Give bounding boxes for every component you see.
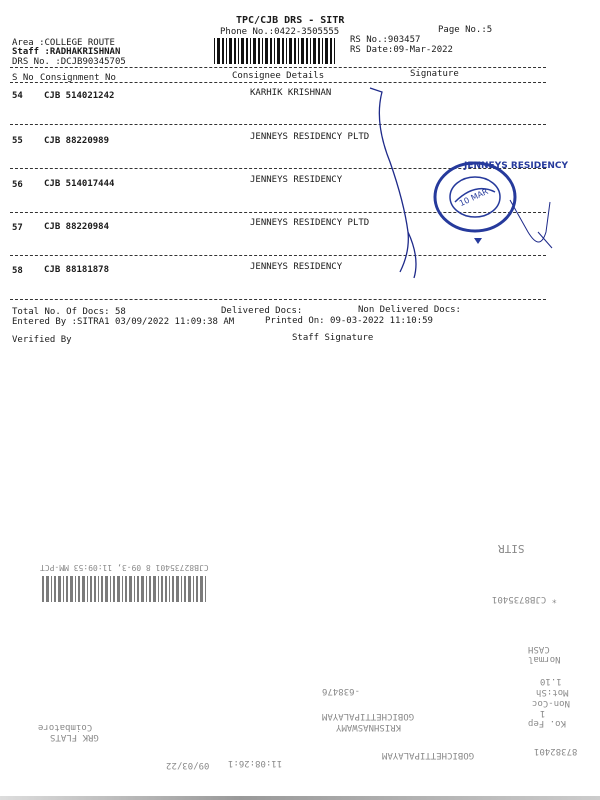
verified-by: Verified By xyxy=(12,335,72,345)
barcode-bar xyxy=(265,38,268,64)
non-delivered-docs: Non Delivered Docs: xyxy=(358,305,461,315)
barcode-bar xyxy=(226,38,227,64)
barcode-bar xyxy=(105,576,108,602)
rs-date: RS Date:09-Mar-2022 xyxy=(350,45,453,55)
barcode-bar xyxy=(134,576,135,602)
rs-number: RS No.:903457 xyxy=(350,35,421,45)
document-title: TPC/CJB DRS - SITR xyxy=(236,15,345,26)
stamp-text: JENNEYS RESIDENCY xyxy=(464,161,569,171)
bleed-barcode xyxy=(40,576,206,602)
barcode-bar xyxy=(286,38,287,64)
bleed-address: GOBICHETTIPALAYAM xyxy=(382,750,475,760)
row-consignee: JENNEYS RESIDENCY xyxy=(250,262,343,272)
bleed-side: Ko. Fep xyxy=(528,718,566,728)
barcode-bar xyxy=(78,576,80,602)
barcode-bar xyxy=(141,576,144,602)
bleed-sitr: SITR xyxy=(498,542,525,555)
barcode-bar xyxy=(193,576,194,602)
barcode-bar xyxy=(253,38,256,64)
row-consignment: CJB 88220984 xyxy=(44,222,110,232)
bleed-code: * CJB8735401 xyxy=(492,594,558,604)
barcode-bar xyxy=(158,576,159,602)
barcode-bar xyxy=(113,576,115,602)
bleed-from: Coimbatore xyxy=(38,722,93,732)
row-consignee: KARHIK KRISHNAN xyxy=(250,88,332,98)
barcode-bar xyxy=(313,38,316,64)
col-sno: S No xyxy=(12,73,34,83)
barcode-bar xyxy=(54,576,56,602)
barcode-bar xyxy=(196,576,198,602)
barcode-bar xyxy=(149,576,151,602)
barcode-bar xyxy=(42,576,44,602)
bleed-time: 11:08:26:1 xyxy=(228,758,283,768)
divider xyxy=(10,299,546,300)
row-sno: 56 xyxy=(12,180,23,190)
bleed-cash: CASH xyxy=(528,644,550,654)
barcode-bar xyxy=(277,38,280,64)
bleed-code: 87382401 xyxy=(534,746,578,756)
barcode-bar xyxy=(125,576,127,602)
barcode-bar xyxy=(241,38,244,64)
barcode-bar xyxy=(184,576,186,602)
bleed-side: 1.10 xyxy=(540,676,562,686)
barcode-bar xyxy=(200,576,203,602)
barcode-bar xyxy=(274,38,275,64)
delivered-docs: Delivered Docs: xyxy=(221,306,303,316)
barcode-bar xyxy=(301,38,304,64)
row-consignee: JENNEYS RESIDENCY xyxy=(250,175,343,185)
barcode-bar xyxy=(262,38,263,64)
barcode-bar xyxy=(238,38,239,64)
barcode-bar xyxy=(101,576,103,602)
barcode-bar xyxy=(63,576,64,602)
col-consignment: Consignment No xyxy=(40,73,116,83)
barcode-bar xyxy=(82,576,85,602)
barcode-bar xyxy=(246,38,248,64)
barcode-bar xyxy=(51,576,52,602)
barcode-bar xyxy=(310,38,311,64)
barcode-bar xyxy=(146,576,147,602)
barcode-bar xyxy=(229,38,232,64)
barcode-bar xyxy=(70,576,73,602)
bleed-address: KRISHNASWAMY xyxy=(336,722,402,732)
barcode-bar xyxy=(75,576,76,602)
barcode-bar xyxy=(165,576,168,602)
barcode-bar xyxy=(98,576,99,602)
barcode-bar xyxy=(110,576,111,602)
barcode-bar xyxy=(117,576,120,602)
bleed-side: Mot:Sh xyxy=(536,687,569,697)
col-consignee: Consignee Details xyxy=(232,71,325,81)
barcode-bar xyxy=(214,38,215,64)
barcode-bar xyxy=(306,38,308,64)
barcode-bar xyxy=(289,38,292,64)
row-sno: 55 xyxy=(12,136,23,146)
barcode-bar xyxy=(87,576,88,602)
bleed-address: GOBICHETTIPALAYAM xyxy=(322,711,415,721)
printed-on: Printed On: 09-03-2022 11:10:59 xyxy=(265,316,433,326)
bleed-normal: Normal xyxy=(528,654,561,664)
barcode-bar xyxy=(176,576,179,602)
barcode-bar xyxy=(205,576,206,602)
barcode-bar xyxy=(90,576,92,602)
barcode-bar xyxy=(188,576,191,602)
barcode-bar xyxy=(161,576,163,602)
bleed-barcode-text: CJB82735401 8 09-3, 11:09:53 MM-PCT xyxy=(40,563,209,572)
row-consignee: JENNEYS RESIDENCY PLTD xyxy=(250,132,370,142)
barcode-bar xyxy=(270,38,272,64)
row-consignee: JENNEYS RESIDENCY PLTD xyxy=(250,218,370,228)
stamp-date: 10 MAR xyxy=(457,186,490,209)
bleed-date: 09/03/22 xyxy=(166,760,210,770)
barcode-bar xyxy=(222,38,224,64)
barcode-bar xyxy=(129,576,132,602)
barcode-bar xyxy=(318,38,320,64)
phone-number: Phone No.:0422-3505555 xyxy=(220,27,340,37)
col-signature: Signature xyxy=(410,69,459,79)
barcode-bar xyxy=(322,38,323,64)
barcode-bar xyxy=(137,576,139,602)
area-label: Area :COLLEGE ROUTE xyxy=(12,38,115,48)
row-consignment: CJB 88220989 xyxy=(44,136,110,146)
barcode-bar xyxy=(330,38,332,64)
bleed-pin: -638476 xyxy=(322,686,360,696)
barcode-bar xyxy=(122,576,123,602)
row-consignment: CJB 514021242 xyxy=(44,91,115,101)
scan-edge xyxy=(0,796,600,800)
row-sno: 58 xyxy=(12,266,23,276)
drs-number: DRS No. :DCJB90345705 xyxy=(12,57,126,67)
barcode-bar xyxy=(298,38,299,64)
page-number: Page No.:5 xyxy=(438,25,493,35)
residency-stamp xyxy=(420,152,569,252)
row-sno: 54 xyxy=(12,91,23,101)
barcode-bar xyxy=(234,38,236,64)
bleed-side: Non-Coc xyxy=(532,698,570,708)
bleed-side: 1 xyxy=(540,708,546,718)
row-consignment: CJB 514017444 xyxy=(44,179,115,189)
barcode-bar xyxy=(153,576,156,602)
entered-by: Entered By :SITRA1 03/09/2022 11:09:38 AM xyxy=(12,317,235,327)
barcode-bar xyxy=(181,576,182,602)
barcode-bar xyxy=(94,576,97,602)
barcode-bar xyxy=(250,38,251,64)
barcode-bar xyxy=(217,38,220,64)
bleed-from: GRK FLATS xyxy=(50,732,99,742)
row-consignment: CJB 88181878 xyxy=(44,265,110,275)
barcode-bar xyxy=(58,576,61,602)
staff-signature: Staff Signature xyxy=(292,333,374,343)
barcode-bar xyxy=(66,576,68,602)
barcode-bar xyxy=(258,38,260,64)
barcode-bar xyxy=(294,38,296,64)
barcode-bar xyxy=(282,38,284,64)
total-docs: Total No. Of Docs: 58 xyxy=(12,307,126,317)
divider xyxy=(10,67,546,68)
barcode-bar xyxy=(46,576,49,602)
barcode-bar xyxy=(334,38,335,64)
header-barcode xyxy=(214,38,338,64)
row-sno: 57 xyxy=(12,223,23,233)
staff-label: Staff :RADHAKRISHNAN xyxy=(12,47,121,57)
barcode-bar xyxy=(325,38,328,64)
barcode-bar xyxy=(170,576,171,602)
barcode-bar xyxy=(172,576,174,602)
